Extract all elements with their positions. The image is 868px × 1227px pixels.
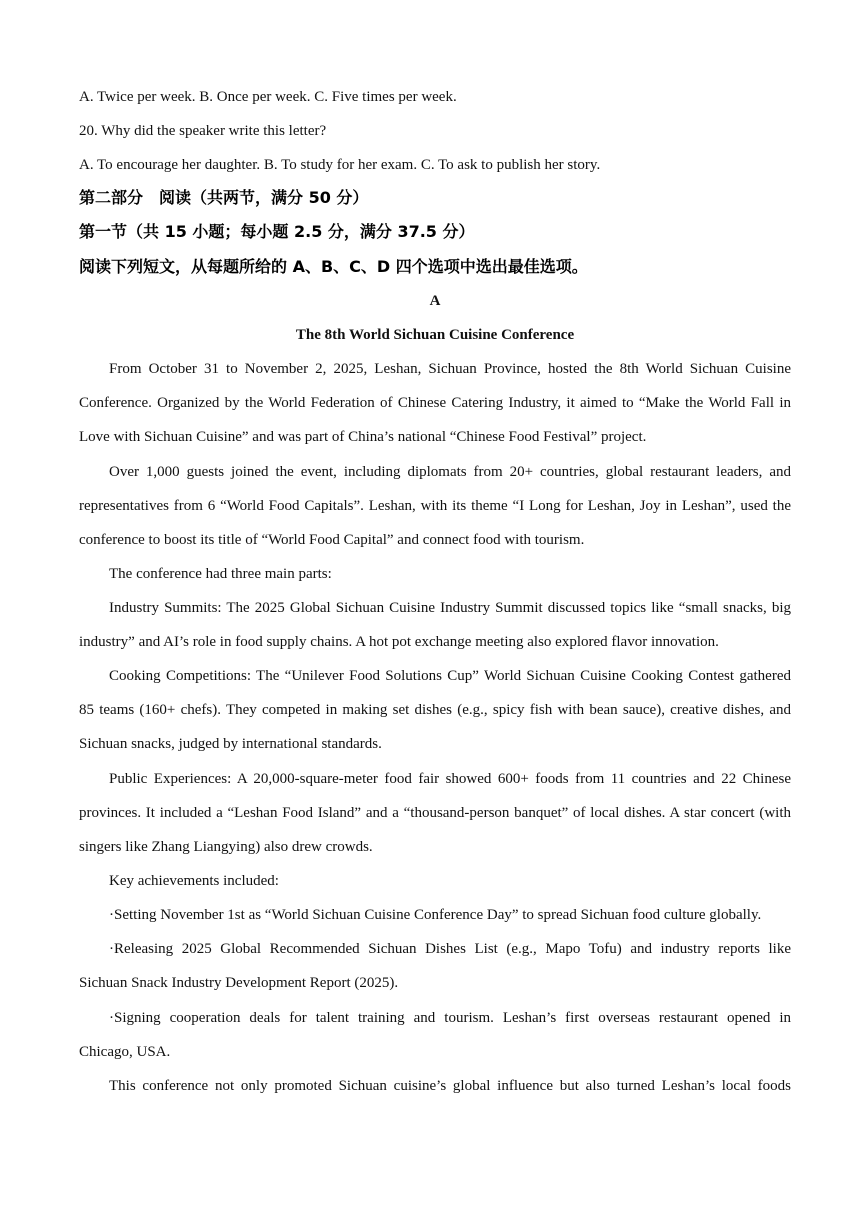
passage-line: ·Signing cooperation deals for talent training and tourism. Leshan’s first overseas restaurant opened in bbox=[109, 1010, 791, 1026]
passage-line: Sichuan Snack Industry Development Report (2025). bbox=[79, 975, 399, 991]
passage-line: 85 teams (160+ chefs). They competed in making set dishes (e.g., spicy fish with bean sauce), creative dishes, and bbox=[79, 702, 791, 718]
passage-line: ·Setting November 1st as “World Sichuan Cuisine Conference Day” to spread Sichuan food culture globally. bbox=[109, 907, 762, 923]
passage-line: Over 1,000 guests joined the event, including diplomats from 20+ countries, global restaurant leaders, and bbox=[109, 464, 791, 480]
passage-line: Cooking Competitions: The “Unilever Food Solutions Cup” World Sichuan Cuisine Cooking Contest gathered bbox=[109, 668, 791, 684]
passage-line: provinces. It included a “Leshan Food Island” and a “thousand-person banquet” of local dishes. A star concert (with bbox=[79, 805, 791, 821]
passage-line: singers like Zhang Liangying) also drew crowds. bbox=[79, 839, 373, 855]
passage-line: Sichuan snacks, judged by international standards. bbox=[79, 736, 382, 752]
passage-line: conference to boost its title of “World Food Capital” and connect food with tourism. bbox=[79, 532, 585, 548]
q20-options: A. To encourage her daughter. B. To study for her exam. C. To ask to publish her story. bbox=[79, 157, 601, 173]
passage-line: representatives from 6 “World Food Capitals”. Leshan, with its theme “I Long for Leshan, Joy in Leshan”, used the bbox=[79, 498, 791, 514]
passage-line: From October 31 to November 2, 2025, Leshan, Sichuan Province, hosted the 8th World Sichuan Cuisine bbox=[109, 361, 791, 377]
passage-line: Love with Sichuan Cuisine” and was part of China’s national “Chinese Food Festival” project. bbox=[79, 429, 647, 445]
passage-line: Key achievements included: bbox=[109, 873, 279, 889]
passage-title: The 8th World Sichuan Cuisine Conference bbox=[295, 327, 575, 343]
subsection-title: 第一节（共 15 小题；每小题 2.5 分，满分 37.5 分） bbox=[79, 222, 475, 241]
passage-line: Chicago, USA. bbox=[79, 1044, 171, 1060]
passage-line: industry” and AI’s role in food supply chains. A hot pot exchange meeting also explored flavor innovation. bbox=[79, 634, 719, 650]
reading-instruction: 阅读下列短文，从每题所给的 A、B、C、D 四个选项中选出最佳选项。 bbox=[79, 257, 588, 276]
passage-line: The conference had three main parts: bbox=[109, 566, 332, 582]
passage-line: This conference not only promoted Sichuan cuisine’s global influence but also turned Leshan’s local foods bbox=[109, 1078, 791, 1094]
passage-line: Public Experiences: A 20,000-square-meter food fair showed 600+ foods from 11 countries and 22 Chinese bbox=[109, 771, 791, 787]
passage-letter: A bbox=[429, 293, 441, 309]
passage-line: Conference. Organized by the World Federation of Chinese Catering Industry, it aimed to “Make the World Fall in bbox=[79, 395, 791, 411]
passage-line: ·Releasing 2025 Global Recommended Sichuan Dishes List (e.g., Mapo Tofu) and industry reports like bbox=[109, 941, 791, 957]
part-title: 第二部分 阅读（共两节，满分 50 分） bbox=[79, 188, 369, 207]
q19-options: A. Twice per week. B. Once per week. C. Five times per week. bbox=[79, 89, 457, 105]
passage-line: Industry Summits: The 2025 Global Sichuan Cuisine Industry Summit discussed topics like “small snacks, big bbox=[109, 600, 791, 616]
q20-question: 20. Why did the speaker write this letter? bbox=[79, 123, 327, 139]
